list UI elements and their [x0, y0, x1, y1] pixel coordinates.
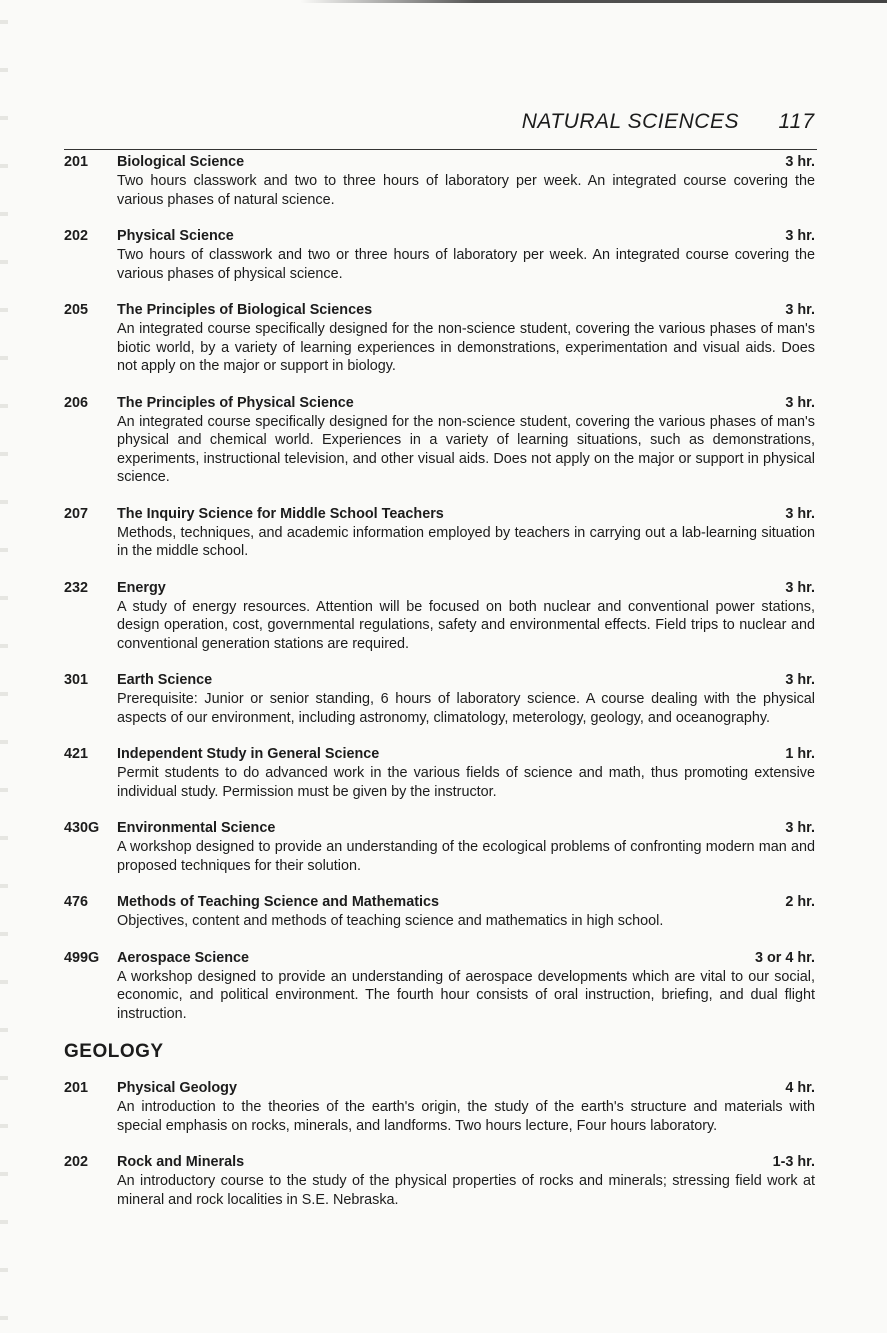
section-heading-geology: GEOLOGY — [64, 1041, 164, 1062]
course-number: 430G — [64, 820, 100, 836]
course-hours: 2 hr. — [785, 894, 815, 910]
course-entry — [64, 227, 815, 283]
course-entry — [64, 301, 815, 376]
course-description: Permit students to do advanced work in the various fields of science and math, thus promoting extensive individual study. Permission must be given by the instructor. — [117, 765, 815, 800]
course-hours: 3 hr. — [785, 579, 815, 596]
course-description: Two hours classwork and two to three hours of laboratory per week. An integrated course covering the various phases of natural science. — [117, 173, 815, 208]
course-description: A study of energy resources. Attention will be focused on both nuclear and conventional power stations, design operation, cost, governmental regulations, safety and environmental effects. Field trips to nuclear and conventional generation stations are required. — [117, 598, 815, 652]
course-heading — [64, 301, 815, 320]
course-hours: 3 hr. — [785, 394, 815, 411]
course-heading — [64, 819, 815, 838]
course-entry — [64, 505, 815, 561]
course-number: 499G — [64, 949, 100, 966]
course-description: Objectives, content and methods of teaching science and mathematics in high school. — [117, 913, 664, 929]
course-entry — [64, 819, 815, 875]
course-title: Physical Science — [117, 228, 234, 244]
course-description: Methods, techniques, and academic information employed by teachers in carrying out a lab-learning situation in the middle school. — [117, 524, 815, 559]
course-hours: 1-3 hr. — [772, 1154, 815, 1170]
course-hours: 3 hr. — [785, 505, 815, 522]
course-heading — [64, 893, 815, 912]
course-entry — [64, 153, 815, 209]
header-rule — [64, 149, 817, 150]
course-number: 201 — [64, 154, 89, 170]
course-entry — [64, 949, 815, 1024]
course-hours: 3 or 4 hr. — [755, 949, 815, 966]
course-description: An integrated course specifically designed for the non-science student, covering the various phases of man's physical and chemical world. Experiences in a variety of learning situations, such as demonstrations, experiments, instructional television, and other visual aids. Does not apply on the major or support in physical science. — [117, 413, 815, 485]
course-title: Biological Science — [117, 154, 245, 170]
course-number: 202 — [64, 228, 89, 244]
course-hours: 3 hr. — [785, 228, 815, 244]
course-title: The Inquiry Science for Middle School Teachers — [117, 505, 444, 522]
course-description: Prerequisite: Junior or senior standing, 6 hours of laboratory science. A course dealing with the physical aspects of our environment, including astronomy, climatology, meterology, geology, and oceanography. — [117, 691, 815, 726]
running-header — [64, 110, 817, 148]
course-number: 205 — [64, 302, 89, 318]
course-description: An integrated course specifically designed for the non-science student, covering the various phases of man's biotic world, by a variety of learning experiences in demonstrations, experimentation and visual aids. Does not apply on the major or support in biology. — [117, 321, 815, 374]
course-description: A workshop designed to provide an understanding of the ecological problems of confronting modern man and proposed techniques for their solution. — [117, 839, 815, 874]
course-entry — [64, 745, 815, 801]
course-number: 421 — [64, 746, 89, 762]
page-number: 117 — [778, 110, 815, 133]
course-hours: 3 hr. — [785, 154, 815, 170]
course-hours: 4 hr. — [785, 1080, 815, 1096]
scan-edge — [300, 0, 887, 3]
binding-edge — [0, 0, 8, 1333]
course-hours: 3 hr. — [785, 302, 815, 318]
course-description: Two hours of classwork and two or three hours of laboratory per week. An integrated course covering the various phases of physical science. — [117, 247, 815, 282]
course-description: An introductory course to the study of the physical properties of rocks and minerals; stressing field work at mineral and rock localities in S.E. Nebraska. — [117, 1173, 815, 1208]
course-heading — [64, 505, 815, 524]
course-number: 476 — [64, 894, 89, 910]
course-title: Methods of Teaching Science and Mathematics — [117, 894, 439, 910]
course-heading — [64, 1079, 815, 1098]
course-number: 206 — [64, 394, 89, 411]
course-entry — [64, 1079, 815, 1135]
course-hours: 3 hr. — [785, 672, 815, 688]
course-heading — [64, 153, 815, 172]
course-heading — [64, 1153, 815, 1172]
course-hours: 1 hr. — [785, 746, 815, 762]
course-title: The Principles of Physical Science — [117, 394, 354, 411]
section-title: NATURAL SCIENCES — [521, 110, 739, 133]
course-heading — [64, 745, 815, 764]
course-title: Physical Geology — [117, 1080, 237, 1096]
course-hours: 3 hr. — [785, 820, 815, 836]
course-number: 232 — [64, 579, 89, 596]
course-title: The Principles of Biological Sciences — [117, 302, 373, 318]
course-title: Independent Study in General Science — [117, 746, 380, 762]
course-number: 301 — [64, 672, 89, 688]
course-heading — [64, 579, 815, 598]
course-entry — [64, 394, 815, 487]
course-number: 207 — [64, 505, 89, 522]
course-heading — [64, 227, 815, 246]
course-entry — [64, 1153, 815, 1209]
course-heading — [64, 671, 815, 690]
course-title: Energy — [117, 579, 166, 596]
course-title: Aerospace Science — [117, 949, 249, 966]
course-number: 201 — [64, 1080, 89, 1096]
course-number: 202 — [64, 1154, 89, 1170]
course-description: An introduction to the theories of the earth's origin, the study of the earth's structure and materials with special emphasis on rocks, minerals, and landforms. Two hours lecture, Four hours laboratory. — [117, 1099, 815, 1134]
course-description: A workshop designed to provide an understanding of aerospace developments which are vital to our social, economic, and political environment. The fourth hour consists of oral instruction, briefing, and dual flight instruction. — [117, 968, 815, 1022]
course-title: Rock and Minerals — [117, 1154, 245, 1170]
course-entry — [64, 671, 815, 727]
course-title: Earth Science — [117, 672, 213, 688]
course-heading — [64, 394, 815, 413]
course-title: Environmental Science — [117, 820, 276, 836]
course-heading — [64, 949, 815, 968]
course-entry — [64, 579, 815, 654]
course-entry — [64, 893, 815, 931]
course-listing — [64, 153, 815, 1209]
